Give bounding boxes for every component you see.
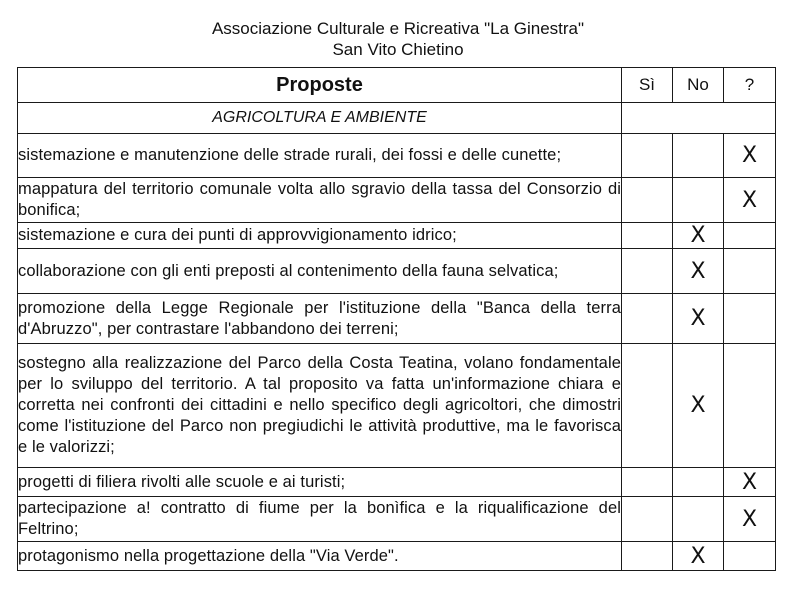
mark-yes [622,249,673,294]
mark-unknown [724,542,776,571]
mark-yes [622,223,673,249]
proposal-text: protagonismo nella progettazione della "Via Verde". [18,542,622,571]
mark-yes [622,344,673,468]
proposal-text: sostegno alla realizzazione del Parco della Costa Teatina, volano fondamentale per lo sviluppo del territorio. A tal proposito va fatta un'informazione chiara e corretta nei confronti dei cittadini e nello specifico degli agricoltori, che dimostri come l'istituzione del Parco non pregiudichi le attività produttive, ma le favorisca e le valorizzi; [18,344,622,468]
document-header [0,18,800,60]
table-row [18,542,776,571]
mark-yes [622,178,673,223]
mark-no: X [673,249,724,294]
section-row [18,103,776,134]
table-row [18,497,776,542]
proposal-text: mappatura del territorio comunale volta allo sgravio della tassa del Consorzio di bonifica; [18,178,622,223]
mark-unknown [724,344,776,468]
section-blank-cell [622,103,776,134]
mark-no: X [673,223,724,249]
mark-no: X [673,542,724,571]
column-header-yes: Sì [622,68,673,103]
column-header-no: No [673,68,724,103]
table-row [18,249,776,294]
table-row [18,468,776,497]
mark-yes [622,542,673,571]
proposal-text: promozione della Legge Regionale per l'istituzione della "Banca della terra d'Abruzzo", per contrastare l'abbandono dei terreni; [18,294,622,344]
mark-yes [622,497,673,542]
proposal-text: collaborazione con gli enti preposti al contenimento della fauna selvatica; [18,249,622,294]
association-name: Associazione Culturale e Ricreativa "La Ginestra" [211,19,585,38]
mark-unknown: X [724,468,776,497]
mark-unknown: X [724,497,776,542]
mark-unknown: X [724,178,776,223]
mark-unknown [724,223,776,249]
mark-no [673,468,724,497]
mark-yes [622,134,673,178]
table-header-row [18,68,776,103]
table-row [18,223,776,249]
town-name: San Vito Chietino [332,40,464,59]
section-title: AGRICOLTURA E AMBIENTE [18,103,622,134]
mark-no [673,178,724,223]
mark-yes [622,294,673,344]
mark-no [673,134,724,178]
column-header-proposte: Proposte [18,68,622,103]
proposals-table [17,67,776,571]
table-row [18,294,776,344]
table-row [18,178,776,223]
mark-no [673,497,724,542]
mark-unknown: X [724,134,776,178]
mark-unknown [724,294,776,344]
proposal-text: sistemazione e manutenzione delle strade rurali, dei fossi e delle cunette; [18,134,622,178]
mark-unknown [724,249,776,294]
proposal-text: sistemazione e cura dei punti di approvvigionamento idrico; [18,223,622,249]
mark-no: X [673,294,724,344]
table-row [18,344,776,468]
proposal-text: partecipazione a! contratto di fiume per la bonìfica e la riqualificazione del Feltrino; [18,497,622,542]
mark-no: X [673,344,724,468]
table-row [18,134,776,178]
mark-yes [622,468,673,497]
proposal-text: progetti di filiera rivolti alle scuole e ai turisti; [18,468,622,497]
column-header-unknown: ? [724,68,776,103]
